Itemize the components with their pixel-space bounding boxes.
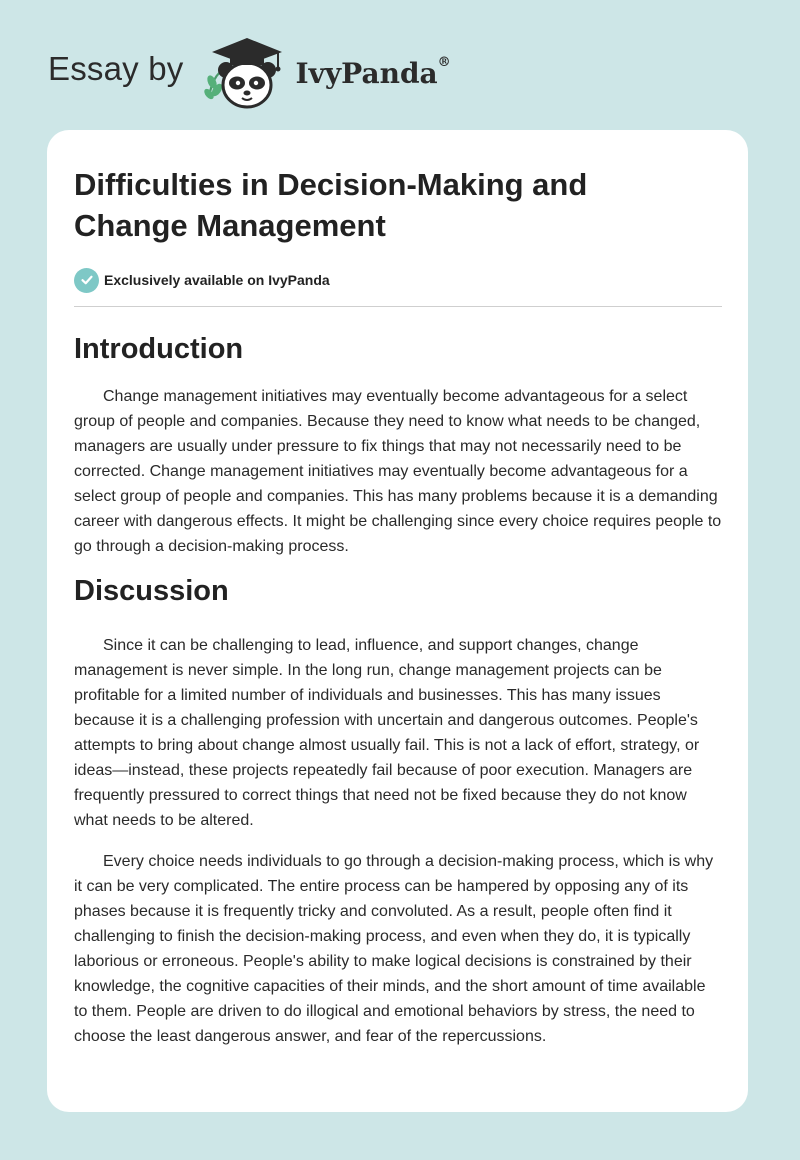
brand-name[interactable]: IvyPanda® (295, 54, 451, 90)
section-introduction (74, 331, 722, 559)
site-header (48, 32, 451, 112)
section-heading: Introduction (74, 333, 244, 365)
divider (74, 306, 722, 307)
paragraph: Since it can be challenging to lead, influence, and support changes, change management is never simple. In the long run, change management projects can be profitable for a limited number of individuals and businesses. This has many issues because it is a challenging profession with uncertain and dangerous outcomes. People's attempts to bring about change almost usually fail. This is not a lack of effort, strategy, or ideas—instead, these projects repeatedly fail because of poor execution. Managers are frequently pressured to correct things that need not be fixed because they do not know what needs to be altered. (74, 637, 700, 829)
paragraph: Change management initiatives may eventually become advantageous for a select group of people and companies. Because they need to know what needs to be changed, managers are usually under pressure to fix things that may not necessarily need to be corrected. Change management initiatives may eventually become advantageous for a select group of people and companies. This has many problems because it is a demanding career with dangerous effects. It might be challenging since every choice requires people to go through a decision-making process. (74, 388, 722, 555)
check-circle-icon (74, 268, 99, 293)
essay-card (47, 130, 748, 1112)
registered-mark: ® (437, 54, 451, 70)
section-discussion (74, 573, 722, 1049)
essay-title: Difficulties in Decision-Making and Change Management (74, 167, 588, 243)
essay-by-label: Essay by (48, 50, 184, 87)
panda-graduate-icon[interactable] (198, 32, 290, 112)
exclusive-label: Exclusively available on IvyPanda (104, 272, 330, 288)
section-heading: Discussion (74, 575, 229, 607)
exclusive-badge (74, 266, 722, 294)
paragraph: Every choice needs individuals to go through a decision-making process, which is why it can be very complicated. The entire process can be hampered by opposing any of its phases because it is frequently tricky and convoluted. As a result, people often find it challenging to finish the decision-making process, and even when they do, it is typically laborious or erroneous. People's ability to make logical decisions is constrained by their knowledge, the cognitive capacities of their minds, and the short amount of time available to them. People are driven to do illogical and emotional behaviors by stress, the need to choose the least dangerous answer, and fear of the repercussions. (74, 853, 714, 1045)
